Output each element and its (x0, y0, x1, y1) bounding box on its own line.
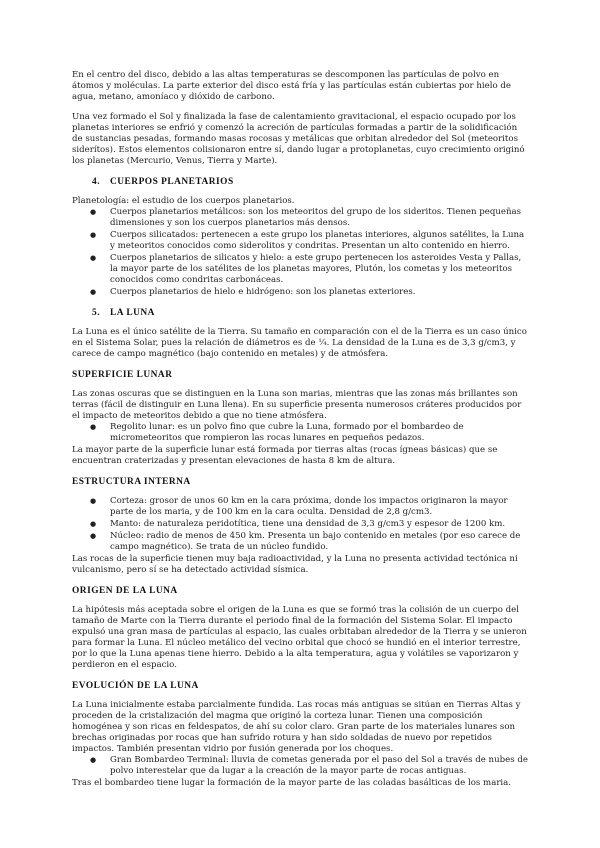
heading-superficie-lunar: SUPERFICIE LUNAR (72, 370, 173, 380)
list-estructura (72, 496, 528, 553)
heading-origen-luna: ORIGEN DE LA LUNA (72, 586, 178, 596)
paragraph-planetologia: Planetología: el estudio de los cuerpos planetarios. (72, 196, 295, 206)
list-item: ● Gran Bombardeo Terminal: lluvia de cometas generada por el paso del Sol a través de nubes de polvo interestelar que da lugar a la creación de la mayor parte de rocas antiguas. (110, 755, 528, 777)
list-superficie (72, 422, 528, 444)
section-title: CUERPOS PLANETARIOS (110, 177, 234, 187)
heading-evolucion-luna: EVOLUCIÓN DE LA LUNA (72, 681, 199, 691)
list-item: ● Núcleo: radio de menos de 450 km. Presenta un bajo contenido en metales (por eso carece de campo magnético). Se trata de un núcleo fundido. (110, 531, 528, 553)
paragraph-coladas: Tras el bombardeo tiene lugar la formación de la mayor parte de las coladas basálticas de los maria. (72, 778, 512, 788)
paragraph-origen: La hipótesis más aceptada sobre el origen de la Luna es que se formó tras la colisión de un cuerpo del tamaño de Marte con la Tierra durante el periodo final de la formación del Sistema Solar. El impacto expulsó una gran masa de partículas al espacio, las cuales orbitaban alrededor de la Tierra y se unieron para formar la Luna. El núcleo metálico del vecino orbital que chocó se hundió en el interior terrestre, por lo que la Luna apenas tiene hierro. Debido a la alta temperatura, agua y volátiles se vaporizaron y perdieron en el espacio. (72, 605, 527, 670)
paragraph-accretion: Una vez formado el Sol y finalizada la fase de calentamiento gravitacional, el espacio ocupado por los planetas interiores se enfrió y comenzó la acreción de partículas formadas a partir de la solidificación de sustancias pesadas, formando masas rocosas y metálicas que orbitan alrededor del Sol (meteoritos siderítos). Estos elementos colisionaron entre sí, dando lugar a protoplanetas, cuyo crecimiento originó los planetas (Mercurio, Venus, Tierra y Marte). (72, 112, 525, 166)
list-item: ● Regolito lunar: es un polvo fino que cubre la Luna, formado por el bombardeo de micrometeoritos que rompieron las rocas lunares en pequeños pedazos. (110, 422, 528, 444)
list-item: ● Cuerpos planetarios de silicatos y hielo: a este grupo pertenecen los asteroides Vesta y Pallas, la mayor parte de los satélites de los planetas mayores, Plutón, los cometas y los meteoritos conocidos como condritas carbonáceas. (110, 253, 528, 286)
paragraph-evolucion: La Luna inicialmente estaba parcialmente fundida. Las rocas más antiguas se sitúan en Tierras Altas y proceden de la cristalización del magma que originó la corteza lunar. Tienen una composición homogénea y son ricas en feldespatos, de ahí su color claro. Gran parte de los materiales lunares son brechas originadas por rocas que han sufrido rotura y han sido soldadas de nuevo por repetidos impactos. También presentan vidrio por fusión generada por los choques. (72, 700, 521, 754)
section-heading-la-luna (72, 307, 528, 319)
list-evolucion (72, 755, 528, 777)
paragraph-disk-center: En el centro del disco, debido a las altas temperaturas se descomponen las partículas de polvo en átomos y moléculas. La parte exterior del disco está fría y las partículas están cubiertas por hielo de agua, metano, amoníaco y dióxido de carbono. (72, 70, 511, 102)
paragraph-superficie: Las zonas oscuras que se distinguen en la Luna son marias, mientras que las zonas más brillantes son terras (fácil de distinguir en Luna llena). En su superficie presenta numerosos cráteres producidos por el impacto de meteoritos debido a que no tiene atmósfera. (72, 389, 522, 421)
list-item: ● Cuerpos planetarios de hielo e hidrógeno: son los planetas exteriores. (110, 287, 528, 298)
paragraph-la-luna: La Luna es el único satélite de la Tierra. Su tamaño en comparación con el de la Tierra es un caso único en el Sistema Solar, pues la relación de diámetros es de ¼. La densidad de la Luna es de 3,3 g/cm3, y carece de campo magnético (bajo contenido en metales) y de atmósfera. (72, 327, 527, 359)
list-item: ● Cuerpos silicatados: pertenecen a este grupo los planetas interiores, algunos satélites, la Luna y meteoritos conocidos como siderolitos y condritas. Presentan un alto contenido en hierro. (110, 230, 528, 252)
paragraph-radioactividad: Las rocas de la superficie tienen muy baja radioactividad, y la Luna no presenta actividad tectónica ni vulcanismo, pero sí se ha detectado actividad sísmica. (72, 554, 518, 575)
section-title: LA LUNA (110, 308, 155, 318)
list-item: ● Cuerpos planetarios metálicos: son los meteoritos del grupo de los sideritos. Tienen pequeñas dimensiones y son los cuerpos planetarios más densos. (110, 207, 528, 229)
section-number: 5. (92, 308, 101, 318)
list-item: ● Corteza: grosor de unos 60 km en la cara próxima, donde los impactos originaron la mayor parte de los maria, y de 100 km en la cara oculta. Densidad de 2,8 g/cm3. (110, 496, 528, 518)
section-heading-cuerpos-planetarios (72, 176, 528, 188)
heading-estructura-interna: ESTRUCTURA INTERNA (72, 477, 191, 487)
list-cuerpos-planetarios (72, 207, 528, 298)
list-item: ● Manto: de naturaleza peridotítica, tiene una densidad de 3,3 g/cm3 y espesor de 1200 km. (110, 519, 528, 530)
paragraph-tierras-altas: La mayor parte de la superficie lunar está formada por tierras altas (rocas ígneas básicas) que se encuentran craterizadas y presentan elevaciones de hasta 8 km de altura. (72, 445, 498, 466)
section-number: 4. (92, 177, 101, 187)
